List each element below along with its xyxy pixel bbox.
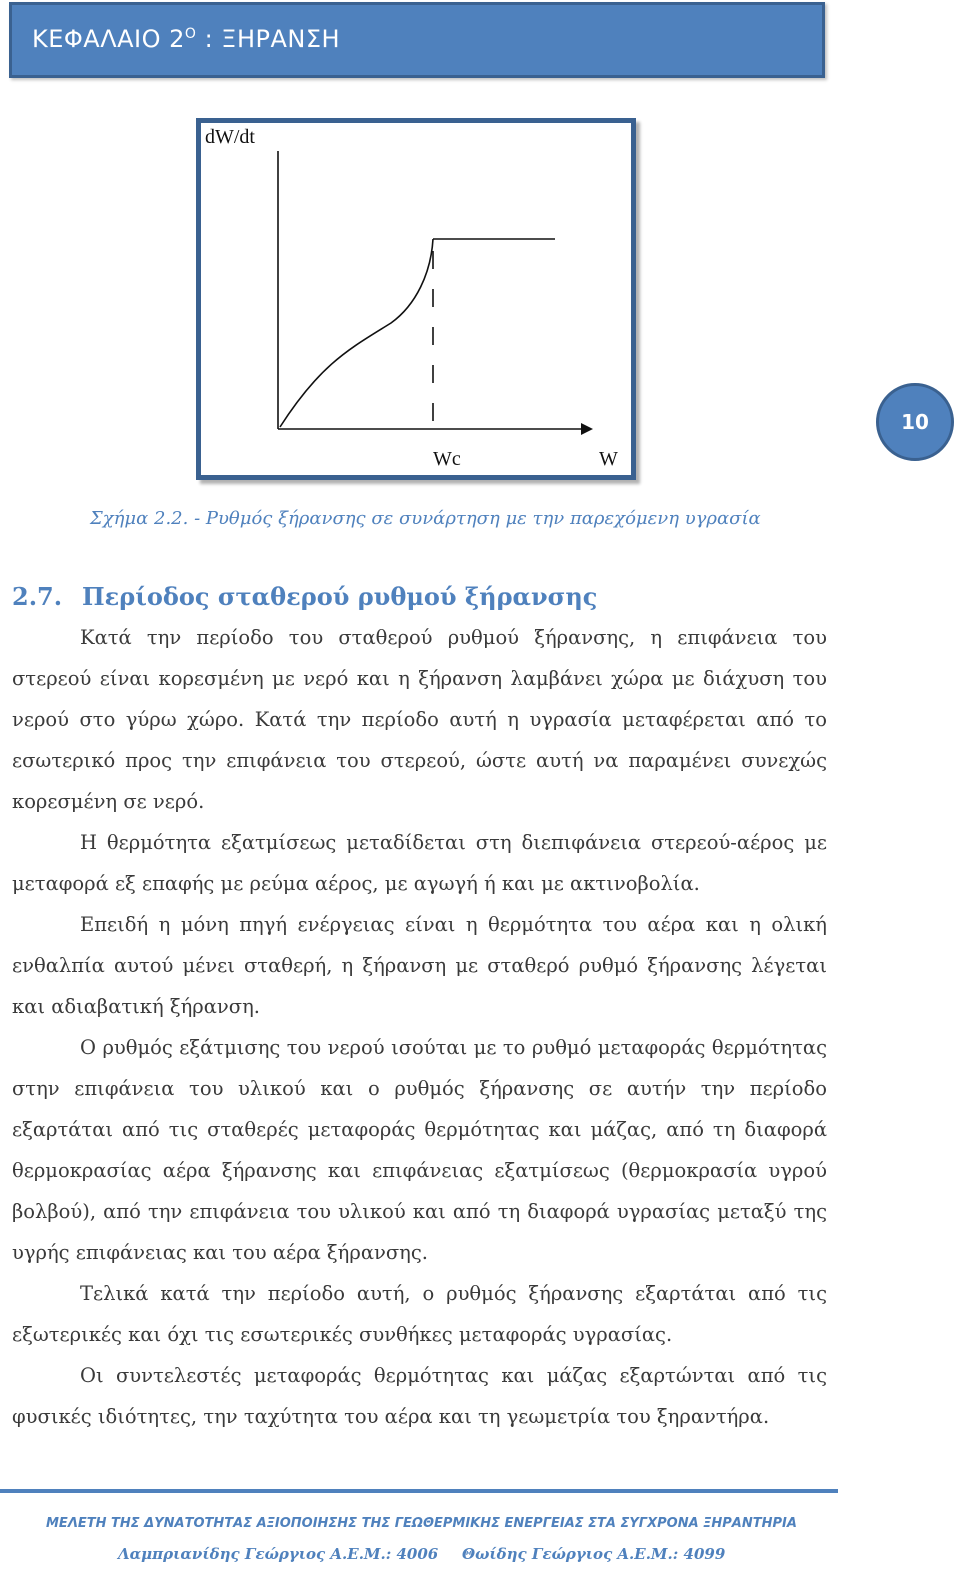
body-text	[12, 617, 827, 1437]
chapter-title	[32, 25, 340, 53]
footer-title: ΜΕΛΕΤΗ ΤΗΣ ΔΥΝΑΤΟΤΗΤΑΣ ΑΞΙΟΠΟΙΗΣΗΣ ΤΗΣ ΓΕΩΘΕΡΜΙΚΗΣ ΕΝΕΡΓΕΙΑΣ ΣΤΑ ΣΥΓΧΡΟΝΑ ΞΗΡΑΝΤΗΡΙΑ	[46, 1516, 797, 1531]
paragraph: Κατά την περίοδο του σταθερού ρυθμού ξήρανσης, η επιφάνεια του στερεού είναι κορεσμένη με νερό και η ξήρανση λαμβάνει χώρα με διάχυση του νερού στο γύρω χώρο. Κατά την περίοδο αυτή η υγρασία μεταφέρεται από το εσωτερικό προς την επιφάνεια του στερεού, ώστε αυτή να παραμένει συνεχώς κορεσμένη σε νερό.	[12, 626, 827, 813]
paragraph: Οι συντελεστές μεταφοράς θερμότητας και μάζας εξαρτώνται από τις φυσικές ιδιότητες, την ταχύτητα του αέρα και τη γεωμετρία του ξηραντήρα.	[12, 1364, 827, 1428]
x-axis-arrow	[581, 423, 593, 435]
paragraph: Επειδή η μόνη πηγή ενέργειας είναι η θερμότητα του αέρα και η ολική ενθαλπία αυτού μένει σταθερή, η ξήρανση με σταθερό ρυθμό ξήρανσης λέγεται και αδιαβατική ξήρανση.	[12, 913, 827, 1018]
drying-rate-diagram	[201, 123, 631, 475]
chapter-title-sup: Ο	[184, 26, 197, 42]
rising-rate-curve	[280, 239, 433, 427]
footer-author-2: Θωίδης Γεώργιος Α.Ε.Μ.: 4099	[462, 1545, 726, 1563]
page-number-badge: 10	[876, 383, 954, 461]
figure-caption: Σχήμα 2.2. - Ρυθμός ξήρανσης σε συνάρτηση με την παρεχόμενη υγρασία	[90, 508, 761, 529]
footer-divider	[0, 1489, 838, 1493]
figure-drying-rate	[196, 118, 636, 480]
chapter-title-suffix: : ΞΗΡΑΝΣΗ	[196, 25, 341, 53]
paragraph: Ο ρυθμός εξάτμισης του νερού ισούται με το ρυθμό μεταφοράς θερμότητας στην επιφάνεια του υλικού και ο ρυθμός ξήρανσης σε αυτήν την περίοδο εξαρτάται από τις σταθερές μεταφοράς θερμότητας και μάζας, από τη διαφορά θερμοκρασίας αέρα ξήρανσης και επιφάνειας εξατμίσεως (θερμοκρασία υγρού βολβού), από την επιφάνεια του υλικού και από τη διαφορά υγρασίας μεταξύ της υγρής επιφάνειας και του αέρα ξήρανσης.	[12, 1036, 827, 1264]
y-axis-label: dW/dt	[205, 126, 255, 148]
paragraph: Η θερμότητα εξατμίσεως μεταδίδεται στη διεπιφάνεια στερεού-αέρος με μεταφορά εξ επαφής με ρεύμα αέρος, με αγωγή ή και με ακτινοβολία.	[12, 831, 827, 895]
chapter-title-prefix: ΚΕΦΑΛΑΙΟ 2	[32, 25, 185, 53]
section-number: 2.7.	[12, 582, 63, 611]
critical-moisture-label: Wc	[433, 448, 461, 470]
x-axis-label: W	[599, 448, 618, 470]
section-title: Περίοδος σταθερού ρυθμού ξήρανσης	[82, 582, 598, 611]
paragraph: Τελικά κατά την περίοδο αυτή, ο ρυθμός ξήρανσης εξαρτάται από τις εξωτερικές και όχι τις εσωτερικές συνθήκες μεταφοράς υγρασίας.	[12, 1282, 827, 1346]
footer-author-1: Λαμπριανίδης Γεώργιος Α.Ε.Μ.: 4006	[118, 1545, 439, 1563]
chapter-banner	[9, 2, 825, 78]
section-heading	[12, 582, 597, 611]
